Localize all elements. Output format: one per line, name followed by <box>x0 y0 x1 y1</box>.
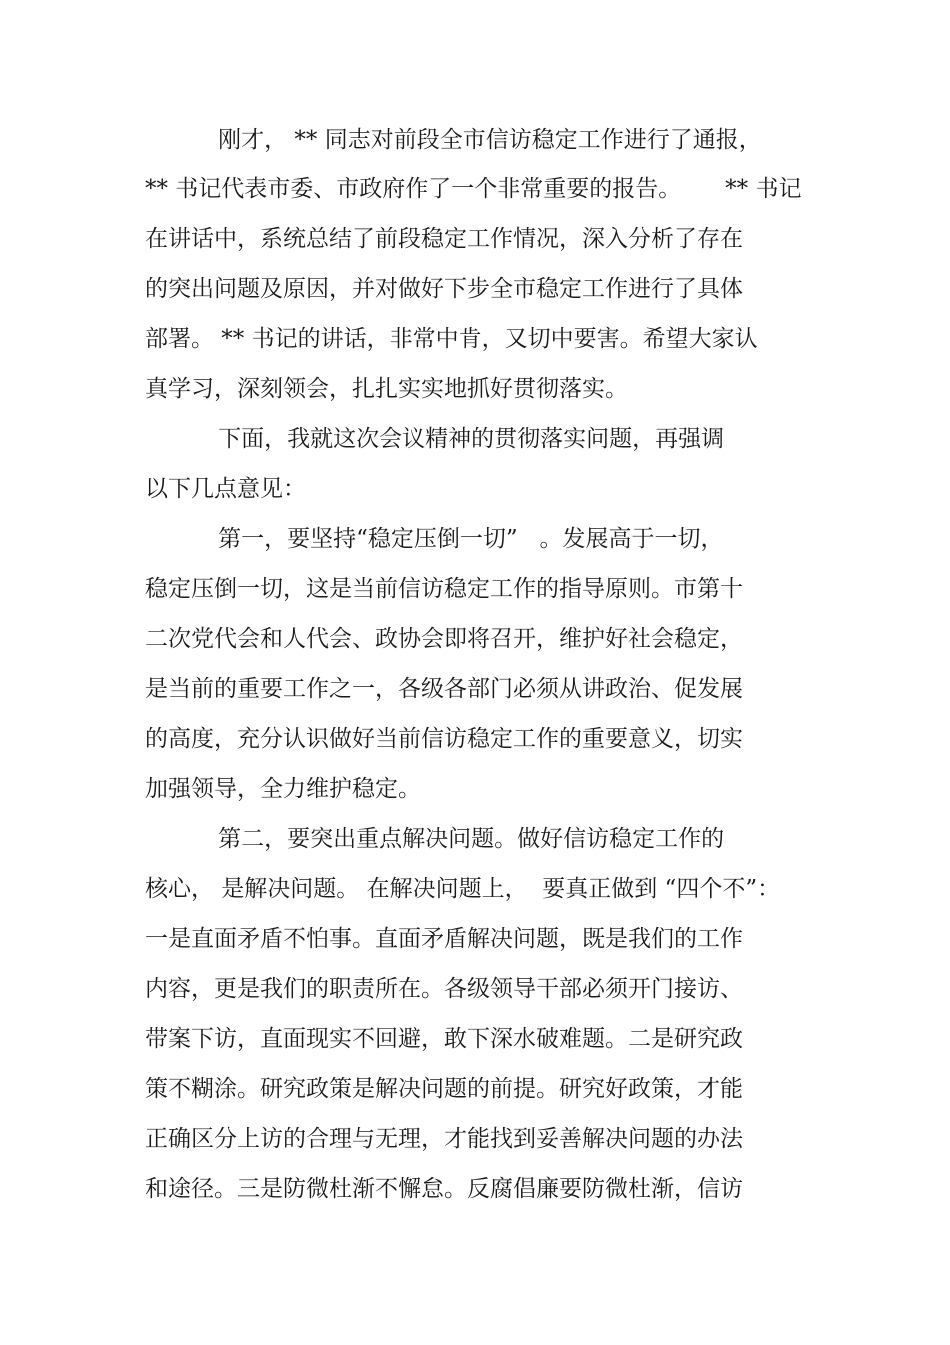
paragraph-line: 稳定压倒一切，这是当前信访稳定工作的指导原则。市第十 <box>145 576 743 602</box>
paragraph-line: 的突出问题及原因，并对做好下步全市稳定工作进行了具体 <box>145 276 743 302</box>
paragraph-line: 刚才， ** 同志对前段全市信访稳定工作进行了通报， <box>145 127 762 153</box>
paragraph-line: 带案下访，直面现实不回避，敢下深水破难题。二是研究政 <box>145 1026 743 1052</box>
paragraph-line: 是当前的重要工作之一，各级各部门必须从讲政治、促发展 <box>145 676 743 702</box>
paragraph-line: 和途径。三是防微杜渐不懈怠。反腐倡廉要防微杜渐，信访 <box>145 1176 743 1202</box>
paragraph-line: 正确区分上访的合理与无理，才能找到妥善解决问题的办法 <box>145 1126 743 1152</box>
paragraph-line: 的高度，充分认识做好当前信访稳定工作的重要意义，切实 <box>145 726 743 752</box>
paragraph-line: 真学习，深刻领会，扎扎实实地抓好贯彻落实。 <box>145 376 628 402</box>
paragraph-line: 以下几点意见： <box>145 476 306 502</box>
paragraph-line: 第一，要坚持“稳定压倒一切” 。发展高于一切， <box>145 526 724 552</box>
paragraph-line: 在讲话中，系统总结了前段稳定工作情况，深入分析了存在 <box>145 226 743 252</box>
paragraph-line: 核心， 是解决问题。 在解决问题上， 要真正做到 “四个不”： <box>145 876 781 902</box>
paragraph-line: 第二，要突出重点解决问题。做好信访稳定工作的 <box>145 826 725 852</box>
paragraph-line: 加强领导，全力维护稳定。 <box>145 776 421 802</box>
paragraph-line: 一是直面矛盾不怕事。直面矛盾解决问题，既是我们的工作 <box>145 926 743 952</box>
paragraph-line: 二次党代会和人代会、政协会即将召开，维护好社会稳定， <box>145 626 743 652</box>
paragraph-line: ** 书记代表市委、市政府作了一个非常重要的报告。 ** 书记 <box>145 176 802 202</box>
paragraph-line: 下面，我就这次会议精神的贯彻落实问题，再强调 <box>145 426 725 452</box>
paragraph-line: 部署。 ** 书记的讲话，非常中肯，又切中要害。希望大家认 <box>145 326 758 352</box>
paragraph-line: 内容，更是我们的职责所在。各级领导干部必须开门接访、 <box>145 976 743 1002</box>
paragraph-line: 策不糊涂。研究政策是解决问题的前提。研究好政策，才能 <box>145 1076 743 1102</box>
